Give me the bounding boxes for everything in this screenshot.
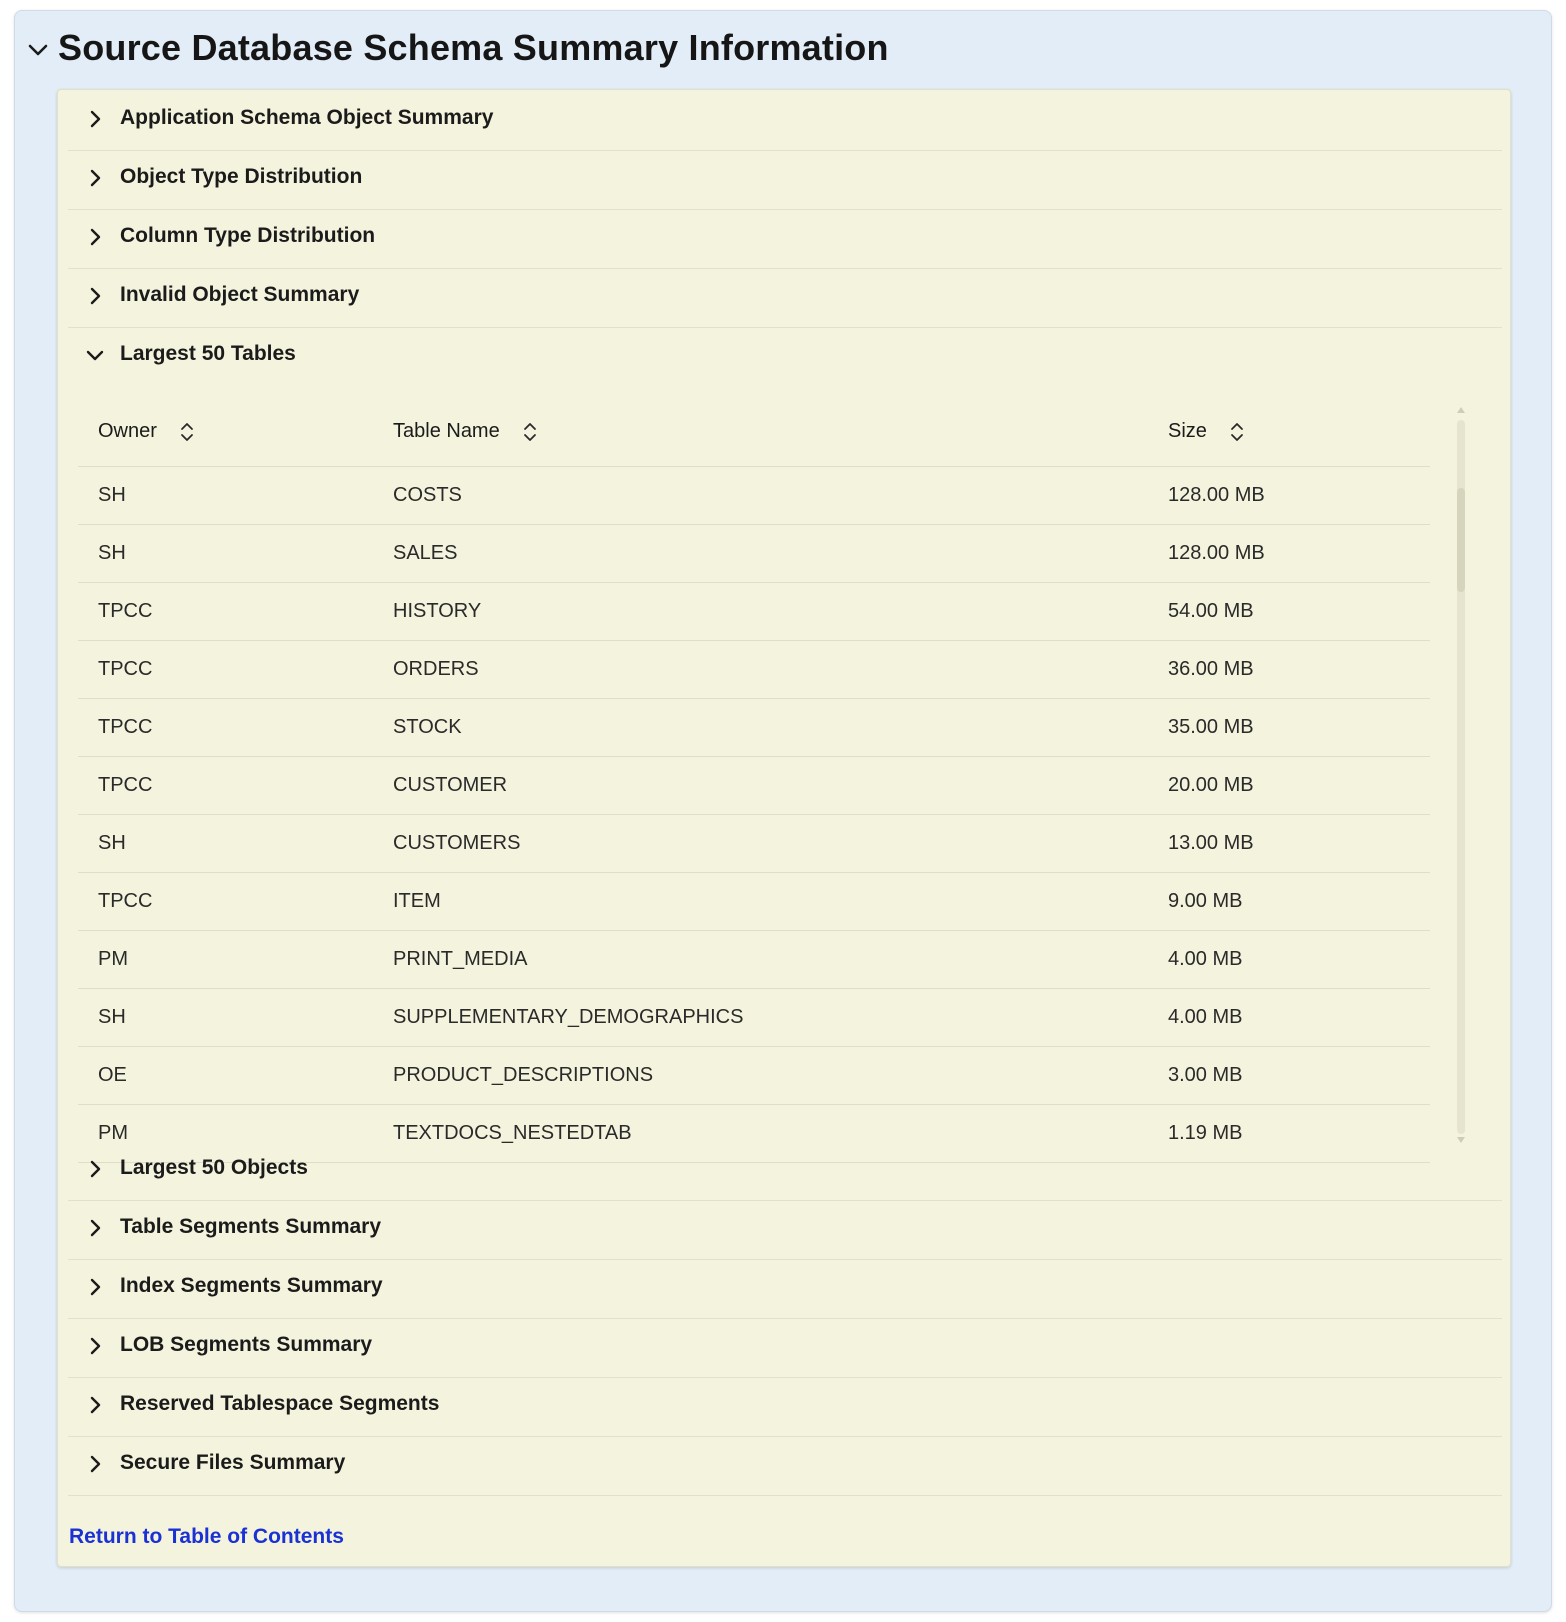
cell-owner: TPCC [78,582,373,640]
cell-owner: SH [78,466,373,524]
section-label: Table Segments Summary [120,1215,382,1238]
table-row[interactable] [78,756,1430,814]
cell-size: 3.00 MB [1148,1046,1430,1104]
section-application-schema-object-summary[interactable] [68,90,1502,151]
cell-size: 9.00 MB [1148,872,1430,930]
section-table-segments-summary[interactable] [68,1199,1502,1260]
sort-icon[interactable] [180,421,194,443]
cell-table-name: ORDERS [373,640,1148,698]
table-row[interactable] [78,814,1430,872]
section-label: Object Type Distribution [120,165,363,188]
table-row[interactable] [78,698,1430,756]
chevron-down-icon [85,345,105,365]
cell-size: 1.19 MB [1148,1104,1430,1162]
cell-owner: TPCC [78,872,373,930]
chevron-right-icon [85,1395,105,1415]
section-invalid-object-summary[interactable] [68,267,1502,328]
section-object-type-distribution[interactable] [68,149,1502,210]
section-label: LOB Segments Summary [120,1333,373,1356]
cell-owner: TPCC [78,640,373,698]
cell-owner: OE [78,1046,373,1104]
table-header-row [78,398,1430,466]
largest-tables-grid[interactable] [78,398,1460,1166]
column-header-owner[interactable] [78,398,373,466]
schema-summary-panel [14,10,1552,1612]
section-label: Largest 50 Tables [120,342,296,365]
cell-table-name: SALES [373,524,1148,582]
chevron-right-icon [85,168,105,188]
sort-icon[interactable] [1230,421,1244,443]
cell-owner: PM [78,1104,373,1162]
cell-table-name: PRINT_MEDIA [373,930,1148,988]
section-largest-50-tables[interactable] [68,326,1502,387]
table-row[interactable] [78,582,1430,640]
column-header-size[interactable] [1148,398,1430,466]
chevron-right-icon [85,1336,105,1356]
cell-owner: SH [78,524,373,582]
table-row[interactable] [78,466,1430,524]
subsections-container [57,89,1511,1567]
section-label: Invalid Object Summary [120,283,360,306]
cell-table-name: CUSTOMER [373,756,1148,814]
cell-table-name: PRODUCT_DESCRIPTIONS [373,1046,1148,1104]
scroll-up-arrow-icon[interactable] [1456,406,1466,414]
cell-owner: TPCC [78,756,373,814]
table-scrollbar[interactable] [1454,406,1468,1144]
chevron-right-icon [85,1454,105,1474]
section-largest-50-objects[interactable] [68,1140,1502,1201]
cell-size: 4.00 MB [1148,988,1430,1046]
section-label: Reserved Tablespace Segments [120,1392,440,1415]
section-lob-segments-summary[interactable] [68,1317,1502,1378]
cell-size: 13.00 MB [1148,814,1430,872]
section-label: Largest 50 Objects [120,1156,308,1179]
chevron-down-icon [27,39,49,61]
section-label: Secure Files Summary [120,1451,346,1474]
cell-table-name: CUSTOMERS [373,814,1148,872]
schema-summary-header[interactable] [15,11,1551,91]
cell-size: 35.00 MB [1148,698,1430,756]
cell-owner: SH [78,988,373,1046]
cell-size: 4.00 MB [1148,930,1430,988]
cell-size: 36.00 MB [1148,640,1430,698]
cell-table-name: STOCK [373,698,1148,756]
section-label: Application Schema Object Summary [120,106,494,129]
cell-table-name: SUPPLEMENTARY_DEMOGRAPHICS [373,988,1148,1046]
sort-icon[interactable] [523,421,537,443]
cell-table-name: ITEM [373,872,1148,930]
cell-table-name: COSTS [373,466,1148,524]
chevron-right-icon [85,1277,105,1297]
cell-owner: SH [78,814,373,872]
column-header-table-name[interactable] [373,398,1148,466]
table-row[interactable] [78,872,1430,930]
section-label: Column Type Distribution [120,224,376,247]
chevron-right-icon [85,109,105,129]
return-to-toc-link[interactable]: Return to Table of Contents [69,1525,344,1548]
scroll-thumb[interactable] [1457,488,1465,592]
table-row[interactable] [78,1046,1430,1104]
cell-table-name: TEXTDOCS_NESTEDTAB [373,1104,1148,1162]
chevron-right-icon [85,227,105,247]
cell-size: 128.00 MB [1148,524,1430,582]
cell-size: 20.00 MB [1148,756,1430,814]
chevron-right-icon [85,1218,105,1238]
section-secure-files-summary[interactable] [68,1435,1502,1496]
section-index-segments-summary[interactable] [68,1258,1502,1319]
section-column-type-distribution[interactable] [68,208,1502,269]
section-label: Index Segments Summary [120,1274,383,1297]
cell-owner: TPCC [78,698,373,756]
largest-tables-table [78,398,1430,1163]
cell-size: 54.00 MB [1148,582,1430,640]
table-row[interactable] [78,640,1430,698]
chevron-right-icon [85,1159,105,1179]
cell-size: 128.00 MB [1148,466,1430,524]
table-row[interactable] [78,930,1430,988]
column-header-label: Size [1168,420,1207,443]
chevron-right-icon [85,286,105,306]
section-reserved-tablespace-segments[interactable] [68,1376,1502,1437]
page-title: Source Database Schema Summary Information [58,27,889,68]
table-row[interactable] [78,988,1430,1046]
column-header-label: Table Name [393,420,500,443]
cell-table-name: HISTORY [373,582,1148,640]
column-header-label: Owner [98,420,157,443]
table-row[interactable] [78,524,1430,582]
cell-owner: PM [78,930,373,988]
